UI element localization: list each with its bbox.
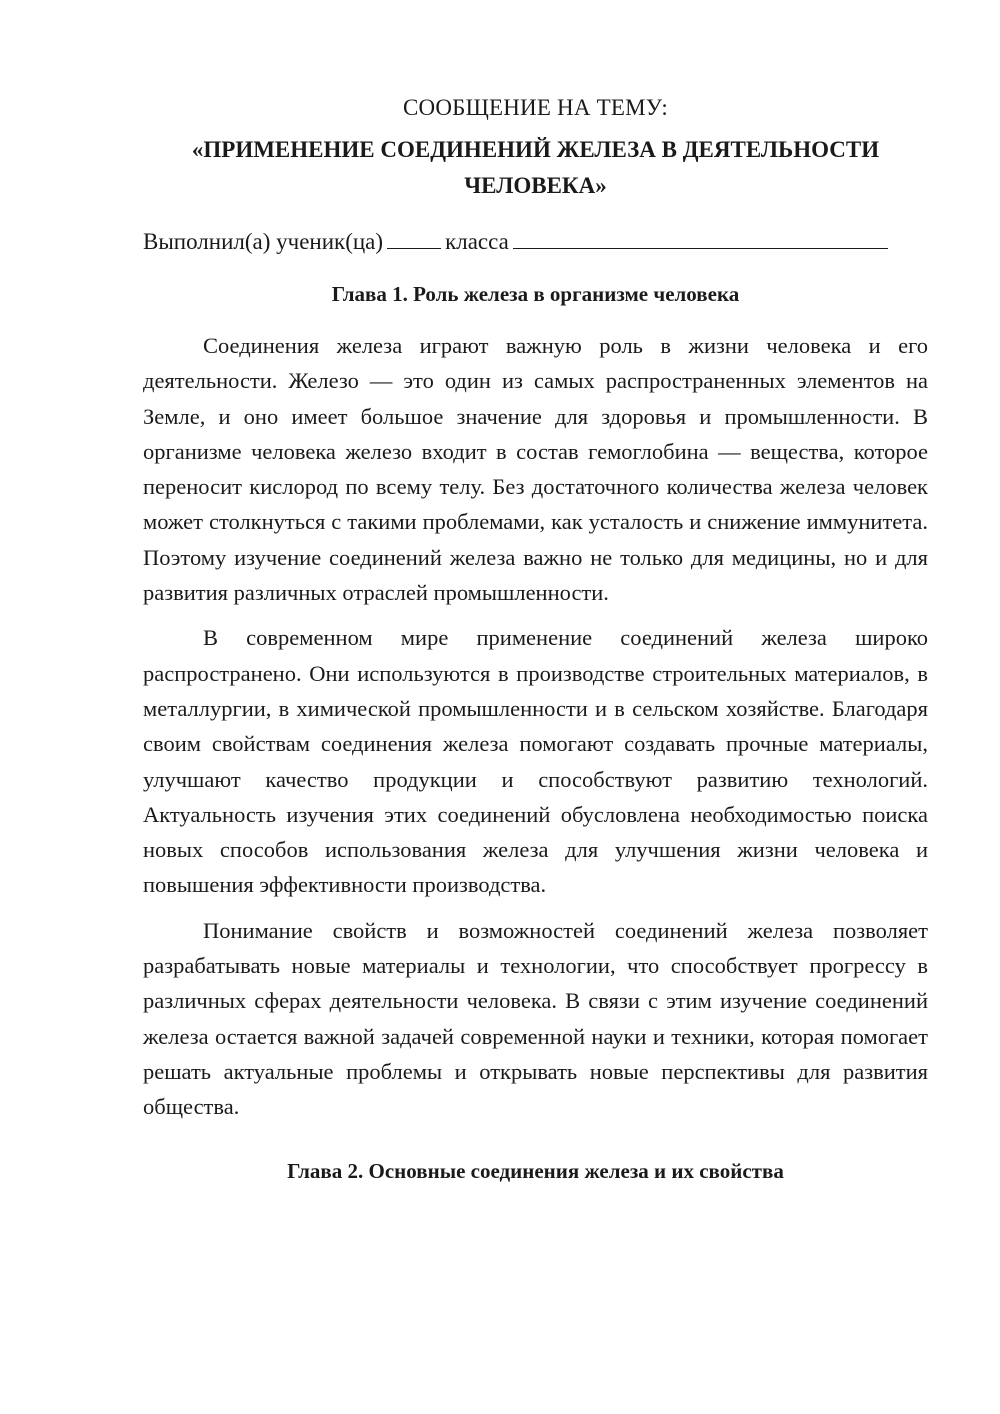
chapter-1-paragraph-1: Соединения железа играют важную роль в жизни человека и его деятельности. Железо — это один из самых распространенных элементов на Земле, и оно имеет большое значение для здоровья и промышленности. В организме человека железо входит в состав гемоглобина — вещества, которое переносит кислород по всему телу. Без достаточного количества железа человек может столкнуться с такими проблемами, как усталость и снижение иммунитета. Поэтому изучение соединений железа важно не только для медицины, но и для развития различных отраслей промышленности. xyxy=(143,333,928,606)
document-title: «ПРИМЕНЕНИЕ СОЕДИНЕНИЙ ЖЕЛЕЗА В ДЕЯТЕЛЬНОСТИ ЧЕЛОВЕКА» xyxy=(191,137,880,198)
document-page xyxy=(143,90,928,1205)
chapter-2-heading: Глава 2. Основные соединения железа и их свойства xyxy=(287,1158,784,1183)
author-prefix: Выполнил(а) ученик(ца) xyxy=(143,229,384,254)
class-label: класса xyxy=(445,229,509,254)
chapter-1-heading: Глава 1. Роль железа в организме человека xyxy=(331,282,740,306)
class-number-blank xyxy=(387,226,441,249)
chapter-1-paragraph-2: В современном мире применение соединений железа широко распространено. Они используются в производстве строительных материалов, в металлургии, в химической промышленности и в сельском хозяйстве. Благодаря своим свойствам соединения железа помогают создавать прочные материалы, улучшают качество продукции и способствуют развитию технологий. Актуальность изучения этих соединений обусловлена необходимостью поиска новых способов использования железа для улучшения жизни человека и повышения эффективности производства. xyxy=(143,625,928,898)
document-type-line: СООБЩЕНИЕ НА ТЕМУ: xyxy=(403,95,668,120)
chapter-1-paragraph-3: Понимание свойств и возможностей соединений железа позволяет разрабатывать новые материалы и технологии, что способствует прогрессу в различных сферах деятельности человека. В связи с этим изучение соединений железа остается важной задачей современной науки и техники, которая помогает решать актуальные проблемы и открывать новые перспективы для развития общества. xyxy=(143,917,928,1120)
author-line xyxy=(143,224,928,260)
student-name-blank xyxy=(513,226,888,249)
